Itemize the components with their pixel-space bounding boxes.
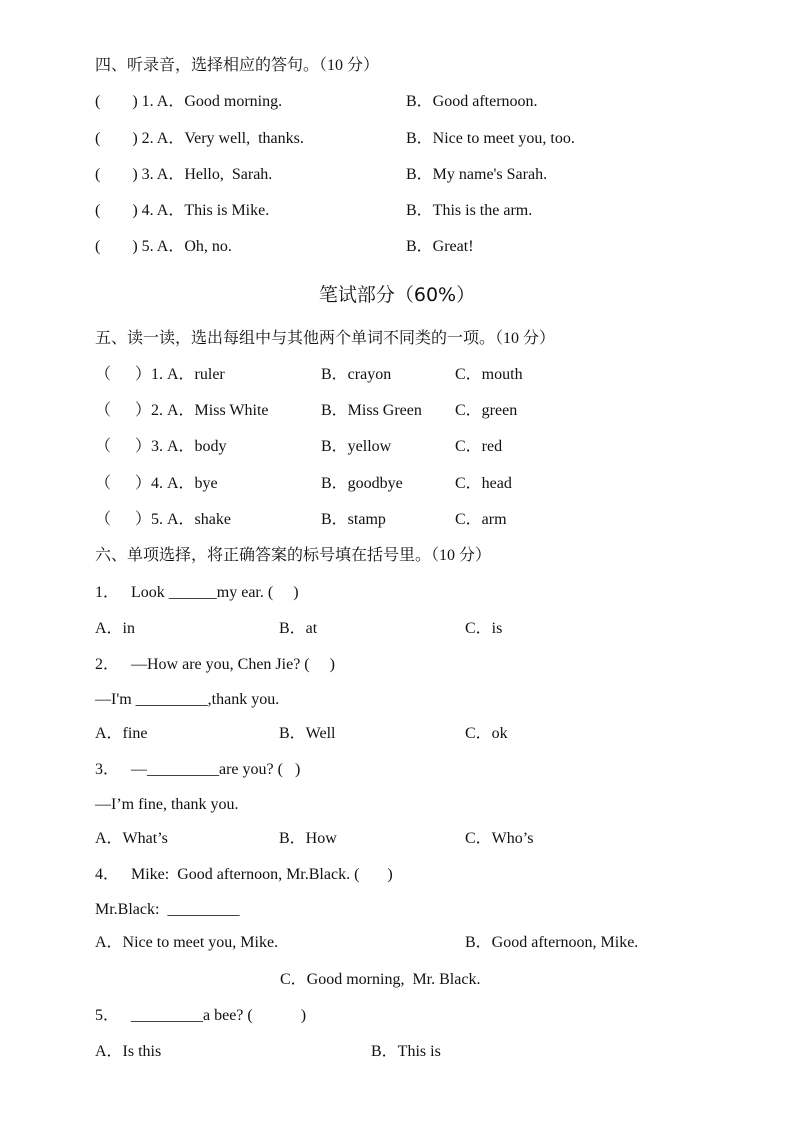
s6-q5-option-a: A．Is this	[95, 1043, 162, 1060]
s5-q1-option-c: C．mouth	[455, 366, 523, 383]
s4-q5-option-a: ( ) 5. A．Oh, no.	[95, 238, 232, 255]
s6-q3-option-b: B．How	[279, 830, 337, 847]
s6-q3-stem-reply: —I’m fine, thank you.	[95, 796, 239, 813]
written-part-title: 笔试部分（60%）	[318, 284, 476, 306]
s5-q3-option-a: （ ）3. A．body	[95, 438, 227, 455]
s5-q4-option-a: （ ）4. A．bye	[95, 475, 218, 492]
s4-q1-option-b: B．Good afternoon.	[406, 93, 538, 110]
s6-q3-option-c: C．Who’s	[465, 830, 534, 847]
section6-title: 六、单项选择，将正确答案的标号填在括号里。（10 分）	[95, 547, 492, 564]
s6-q3-option-a: A．What’s	[95, 830, 168, 847]
s4-q4-option-b: B．This is the arm.	[406, 202, 533, 219]
s6-q2-stem: 2． —How are you, Chen Jie? ( )	[95, 656, 335, 673]
s4-q2-option-b: B．Nice to meet you, too.	[406, 130, 575, 147]
s6-q3-stem: 3． —_________are you? ( )	[95, 761, 301, 778]
s6-q2-stem-reply: —I'm _________,thank you.	[95, 691, 280, 708]
s4-q5-option-b: B．Great!	[406, 238, 474, 255]
s6-q1-option-b: B．at	[279, 620, 318, 637]
s5-q5-option-c: C．arm	[455, 511, 507, 528]
section5-title: 五、读一读，选出每组中与其他两个单词不同类的一项。（10 分）	[95, 330, 556, 347]
s6-q4-option-c: C．Good morning, Mr. Black.	[280, 971, 481, 988]
s6-q2-option-b: B．Well	[279, 725, 336, 742]
s5-q5-option-b: B．stamp	[321, 511, 386, 528]
s6-q4-stem-reply: Mr.Black: _________	[95, 901, 240, 918]
s5-q3-option-c: C．red	[455, 438, 503, 455]
s5-q1-option-a: （ ）1. A．ruler	[95, 366, 225, 383]
s5-q5-option-a: （ ）5. A．shake	[95, 511, 231, 528]
s6-q1-stem: 1． Look ______my ear. ( )	[95, 584, 299, 601]
s5-q4-option-b: B．goodbye	[321, 475, 403, 492]
s6-q4-option-a: A．Nice to meet you, Mike.	[95, 934, 279, 951]
s6-q1-option-a: A．in	[95, 620, 136, 637]
s6-q1-option-c: C．is	[465, 620, 503, 637]
s5-q2-option-a: （ ）2. A．Miss White	[95, 402, 269, 419]
s6-q2-option-c: C．ok	[465, 725, 508, 742]
s5-q3-option-b: B．yellow	[321, 438, 392, 455]
s4-q3-option-b: B．My name's Sarah.	[406, 166, 548, 183]
section4-title: 四、听录音，选择相应的答句。（10 分）	[95, 57, 380, 74]
s5-q2-option-b: B．Miss Green	[321, 402, 422, 419]
s6-q2-option-a: A．fine	[95, 725, 148, 742]
s6-q5-stem: 5． _________a bee? ( )	[95, 1007, 307, 1024]
s5-q4-option-c: C．head	[455, 475, 512, 492]
s4-q4-option-a: ( ) 4. A．This is Mike.	[95, 202, 270, 219]
s6-q4-option-b: B．Good afternoon, Mike.	[465, 934, 639, 951]
s5-q1-option-b: B．crayon	[321, 366, 392, 383]
s4-q2-option-a: ( ) 2. A．Very well, thanks.	[95, 130, 304, 147]
s6-q5-option-b: B．This is	[371, 1043, 441, 1060]
s5-q2-option-c: C．green	[455, 402, 518, 419]
s4-q1-option-a: ( ) 1. A．Good morning.	[95, 93, 283, 110]
s4-q3-option-a: ( ) 3. A．Hello, Sarah.	[95, 166, 273, 183]
s6-q4-stem: 4． Mike: Good afternoon, Mr.Black. ( )	[95, 866, 393, 883]
